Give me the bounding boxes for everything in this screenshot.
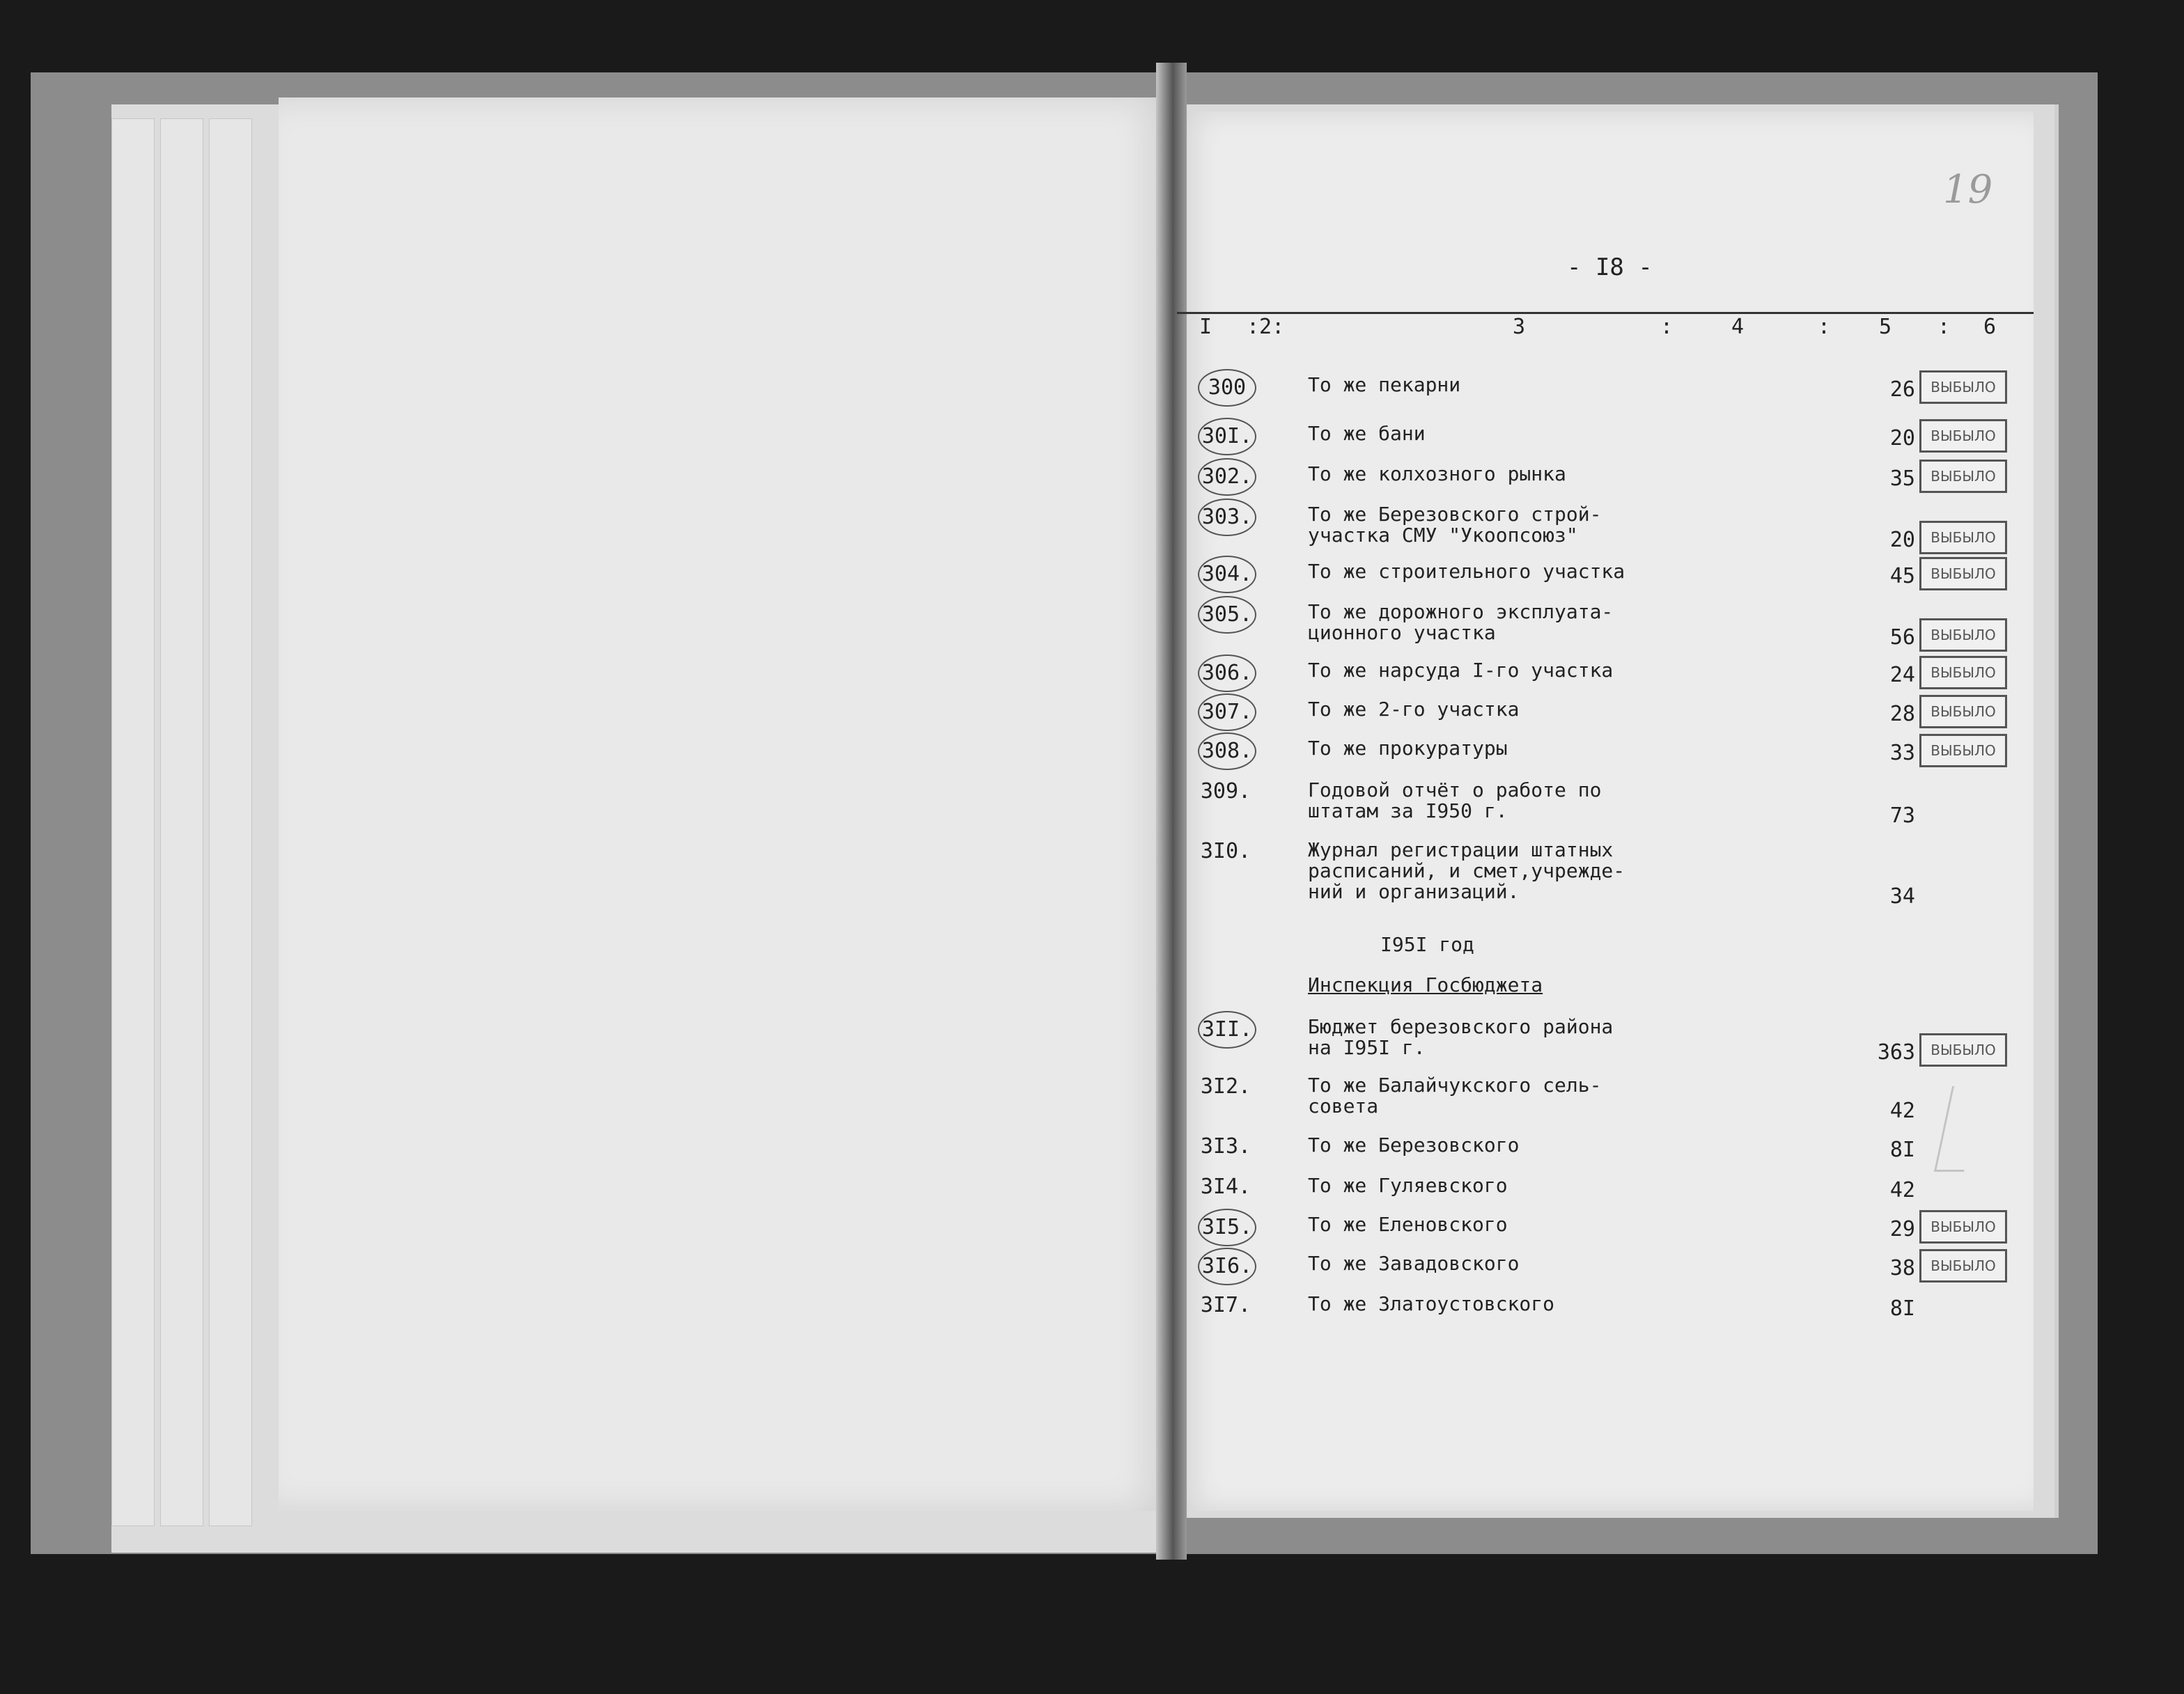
item-number: 3II. (1198, 1011, 1256, 1049)
page-edge (209, 118, 252, 1526)
column-header: 6 (1983, 315, 1997, 339)
vybylo-stamp: ВЫБЫЛО (1919, 521, 2007, 554)
left-page-blank (279, 97, 1170, 1511)
vybylo-stamp: ВЫБЫЛО (1919, 618, 2007, 652)
item-title: То же 2-го участка (1308, 698, 1520, 721)
archive-number: 19 (1943, 167, 1993, 212)
page-count: 33 (1889, 741, 1915, 765)
item-title: То же Березовского (1308, 1134, 1520, 1156)
column-header: 4 (1731, 315, 1745, 339)
item-title: То же бани (1308, 422, 1426, 445)
page-count: 42 (1889, 1178, 1915, 1202)
page-count: 42 (1889, 1099, 1915, 1123)
item-title: Журнал регистрации штатных расписаний, и смет,учрежде- ний и организаций. (1308, 838, 1625, 903)
page-count: 363 (1877, 1040, 1915, 1065)
page-count: 8I (1889, 1138, 1915, 1162)
page-count: 28 (1889, 702, 1915, 726)
page-count: 29 (1889, 1217, 1915, 1241)
item-title: То же Еленовского (1308, 1213, 1508, 1236)
vybylo-stamp: ВЫБЫЛО (1919, 370, 2007, 404)
item-title: То же дорожного эксплуата- ционного участка (1308, 600, 1614, 644)
item-number: 307. (1198, 693, 1256, 731)
item-title: Годовой отчёт о работе по штатам за I950 г. (1308, 778, 1602, 822)
item-title: То же пекарни (1308, 373, 1461, 396)
page-count: 45 (1889, 564, 1915, 588)
column-header: 5 (1879, 315, 1892, 339)
page-count: 34 (1889, 884, 1915, 909)
item-number: 3I5. (1198, 1209, 1256, 1246)
page-count: 35 (1889, 466, 1915, 491)
item-title: То же Балайчукского сель- совета (1308, 1074, 1602, 1117)
item-title: То же колхозного рынка (1308, 462, 1566, 485)
item-number: 308. (1198, 732, 1256, 770)
vybylo-stamp: ВЫБЫЛО (1919, 656, 2007, 689)
vybylo-stamp: ВЫБЫЛО (1919, 1249, 2007, 1283)
column-header: : (1660, 315, 1674, 339)
column-header: I (1199, 315, 1212, 339)
vybylo-stamp: ВЫБЫЛО (1919, 734, 2007, 767)
column-header: : (1937, 315, 1951, 339)
item-number: 303. (1198, 499, 1256, 536)
item-number: 306. (1198, 654, 1256, 692)
item-title: То же Завадовского (1308, 1252, 1520, 1275)
item-number: 304. (1198, 556, 1256, 593)
item-number: 3I2. (1200, 1074, 1251, 1099)
item-number: 302. (1198, 458, 1256, 496)
item-title: То же строительного участка (1308, 560, 1625, 583)
page-count: 56 (1889, 625, 1915, 650)
column-header: :2: (1247, 315, 1285, 339)
page-count: 24 (1889, 663, 1915, 687)
item-title: То же Гуляевского (1308, 1174, 1508, 1197)
vybylo-stamp: ВЫБЫЛО (1919, 1033, 2007, 1067)
section-heading: Инспекция Госбюджета (1308, 973, 1543, 996)
item-number: 309. (1200, 779, 1251, 803)
page-count: 38 (1889, 1256, 1915, 1280)
header-rule (1177, 312, 2034, 314)
vybylo-stamp: ВЫБЫЛО (1919, 695, 2007, 728)
item-number: 30I. (1198, 418, 1256, 455)
page-edge (111, 118, 155, 1526)
item-title: То же Березовского строй- участка СМУ "Укоопсоюз" (1308, 503, 1602, 547)
page-count: 26 (1889, 377, 1915, 402)
column-header: : (1818, 315, 1831, 339)
vybylo-stamp: ВЫБЫЛО (1919, 419, 2007, 453)
page-count: 20 (1889, 528, 1915, 552)
year-heading: I95I год (1380, 933, 1474, 956)
vybylo-stamp: ВЫБЫЛО (1919, 1210, 2007, 1244)
item-number: 3I4. (1200, 1175, 1251, 1199)
item-title: Бюджет березовского района на I95I г. (1308, 1015, 1614, 1059)
page-count: 73 (1889, 803, 1915, 828)
vybylo-stamp: ВЫБЫЛО (1919, 557, 2007, 590)
item-title: То же прокуратуры (1308, 737, 1508, 760)
column-header: 3 (1513, 315, 1526, 339)
item-number: 3I6. (1198, 1248, 1256, 1285)
item-number: 305. (1198, 596, 1256, 634)
page-count: 8I (1889, 1296, 1915, 1321)
item-number: 3I3. (1200, 1134, 1251, 1159)
page-edge (160, 118, 203, 1526)
item-number: 3I0. (1200, 839, 1251, 863)
item-title: То же Златоустовского (1308, 1292, 1555, 1315)
item-number: 3I7. (1200, 1293, 1251, 1317)
item-title: То же нарсуда I-го участка (1308, 659, 1614, 682)
binding-spine (1156, 63, 1187, 1560)
page-count: 20 (1889, 426, 1915, 450)
item-number: 300 (1198, 369, 1256, 407)
vybylo-stamp: ВЫБЫЛО (1919, 460, 2007, 493)
page-number: - I8 - (1567, 253, 1653, 281)
